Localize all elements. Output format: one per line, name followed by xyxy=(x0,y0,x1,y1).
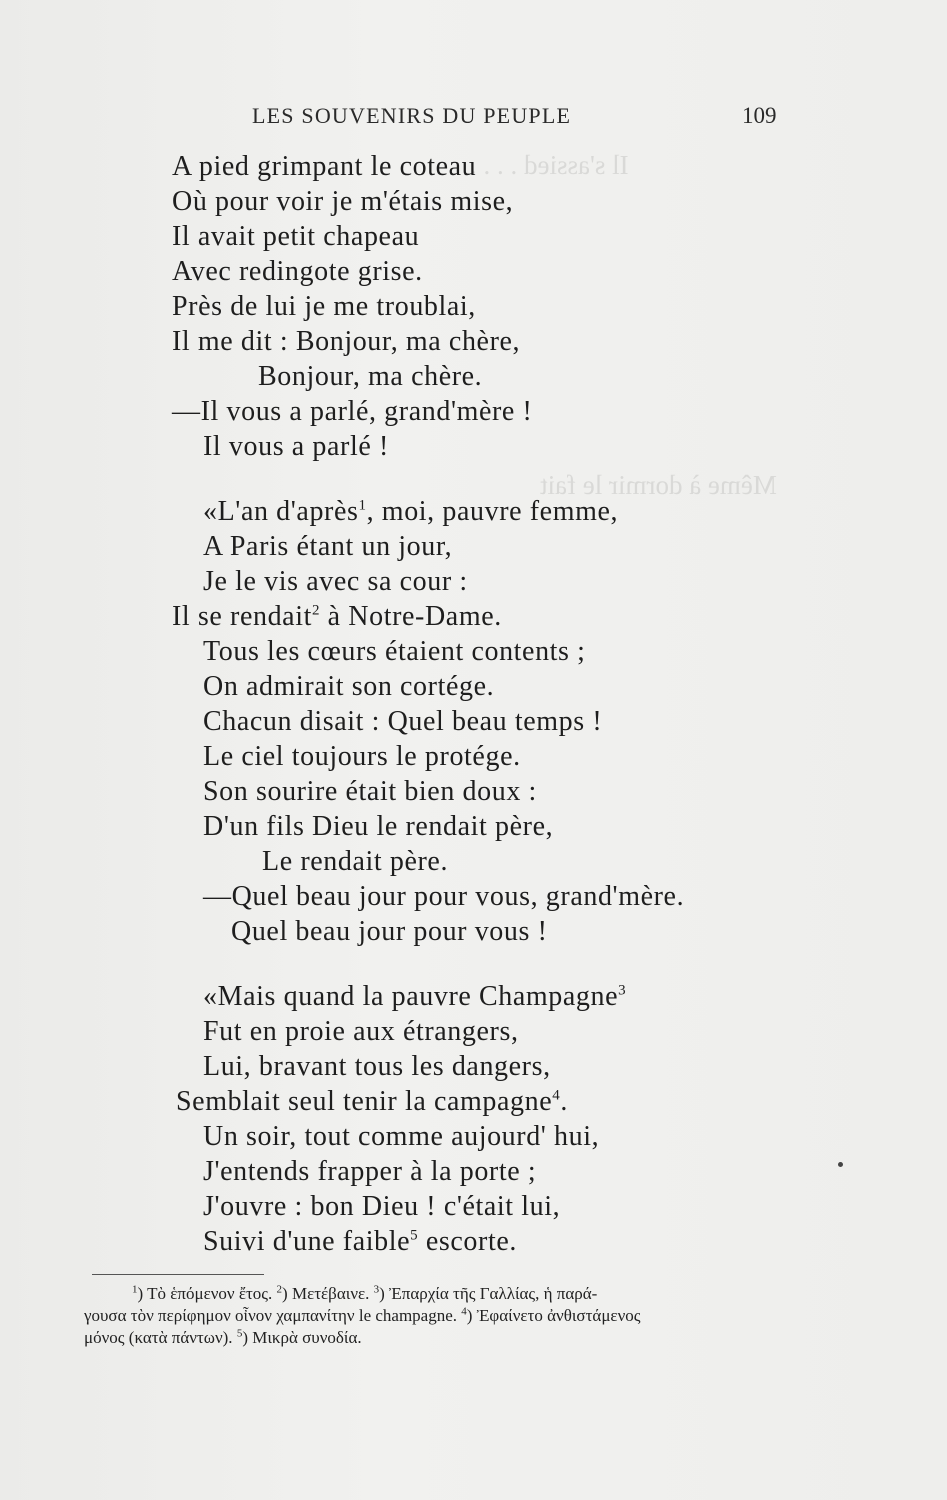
poem-line: Le ciel toujours le protége. xyxy=(203,741,521,772)
poem-line: Il se rendait$^2$ à Notre-Dame. xyxy=(172,601,502,632)
poem-line: Lui, bravant tous les dangers, xyxy=(203,1051,551,1082)
poem-line: A Paris étant un jour, xyxy=(203,531,453,562)
footnote-ref: 5 xyxy=(410,1227,419,1244)
footnote-line: $^1$) Τὸ ἑπόμενον ἔτος. $^2$) Μετέβαινε. $^3$) Ἐπαρχία τῆς Γαλλίας, ἡ παρά- xyxy=(132,1283,598,1303)
poem-line: Son sourire était bien doux : xyxy=(203,776,537,807)
poem-line: Il me dit : Bonjour, ma chère, xyxy=(172,326,521,357)
poem-line: Quel beau jour pour vous ! xyxy=(231,916,548,947)
poem-line: Fut en proie aux étrangers, xyxy=(203,1016,519,1047)
poem-line: Tous les cœurs étaient contents ; xyxy=(203,636,586,667)
poem-line: Il avait petit chapeau xyxy=(172,221,420,252)
poem-line: J'entends frapper à la porte ; xyxy=(203,1156,537,1187)
poem-line: Le rendait père. xyxy=(262,846,449,877)
ink-speck xyxy=(838,1162,843,1167)
show-through-text: Il s'assied . . . . xyxy=(470,150,629,180)
poem-line: D'un fils Dieu le rendait père, xyxy=(203,811,554,842)
poem-line: Je le vis avec sa cour : xyxy=(203,566,468,597)
poem-line: J'ouvre : bon Dieu ! c'était lui, xyxy=(203,1191,561,1222)
poem-line: A pied grimpant le coteau xyxy=(172,151,477,182)
poem-line: Semblait seul tenir la campagne$^4$. xyxy=(176,1086,568,1117)
show-through-text: Même à dormir le fait xyxy=(540,470,777,500)
poem-line: Un soir, tout comme aujourd' hui, xyxy=(203,1121,600,1152)
poem-line: Il vous a parlé ! xyxy=(203,431,389,462)
footnote-ref: 2 xyxy=(311,602,321,619)
running-head: LES SOUVENIRS DU PEUPLE xyxy=(252,103,572,128)
poem-line: Près de lui je me troublai, xyxy=(172,291,476,322)
poem-line: Avec redingote grise. xyxy=(172,256,423,287)
poem-line: Bonjour, ma chère. xyxy=(258,361,483,392)
footnote-ref: 1 xyxy=(358,497,367,514)
poem-line: Où pour voir je m'étais mise, xyxy=(172,186,514,217)
footnote-rule xyxy=(92,1274,264,1275)
page-header xyxy=(0,103,947,139)
poem-line: Suivi d'une faible$^5$ escorte. xyxy=(203,1226,517,1257)
poem-line: —Il vous a parlé, grand'mère ! xyxy=(172,396,533,427)
footnote-line: γουσα τὸν περίφημον οἶνον χαμπανίτην le champagne. $^4$) Ἐφαίνετο ἀνθιστάμενος xyxy=(84,1305,641,1325)
poem-line: «L'an d'après$^1$, moi, pauvre femme, xyxy=(203,496,619,527)
page-number: 109 xyxy=(742,103,777,128)
footnote-line: μόνος (κατὰ πάντων). $^5$) Μικρὰ συνοδία. xyxy=(84,1327,362,1347)
poem-line: On admirait son cortége. xyxy=(203,671,495,702)
poem-line: —Quel beau jour pour vous, grand'mère. xyxy=(203,881,685,912)
footnote-ref: 4 xyxy=(552,1087,561,1104)
footnote-ref: 3 xyxy=(618,982,627,999)
poem-line: Chacun disait : Quel beau temps ! xyxy=(203,706,603,737)
poem-line: «Mais quand la pauvre Champagne$^3$ xyxy=(203,981,627,1012)
